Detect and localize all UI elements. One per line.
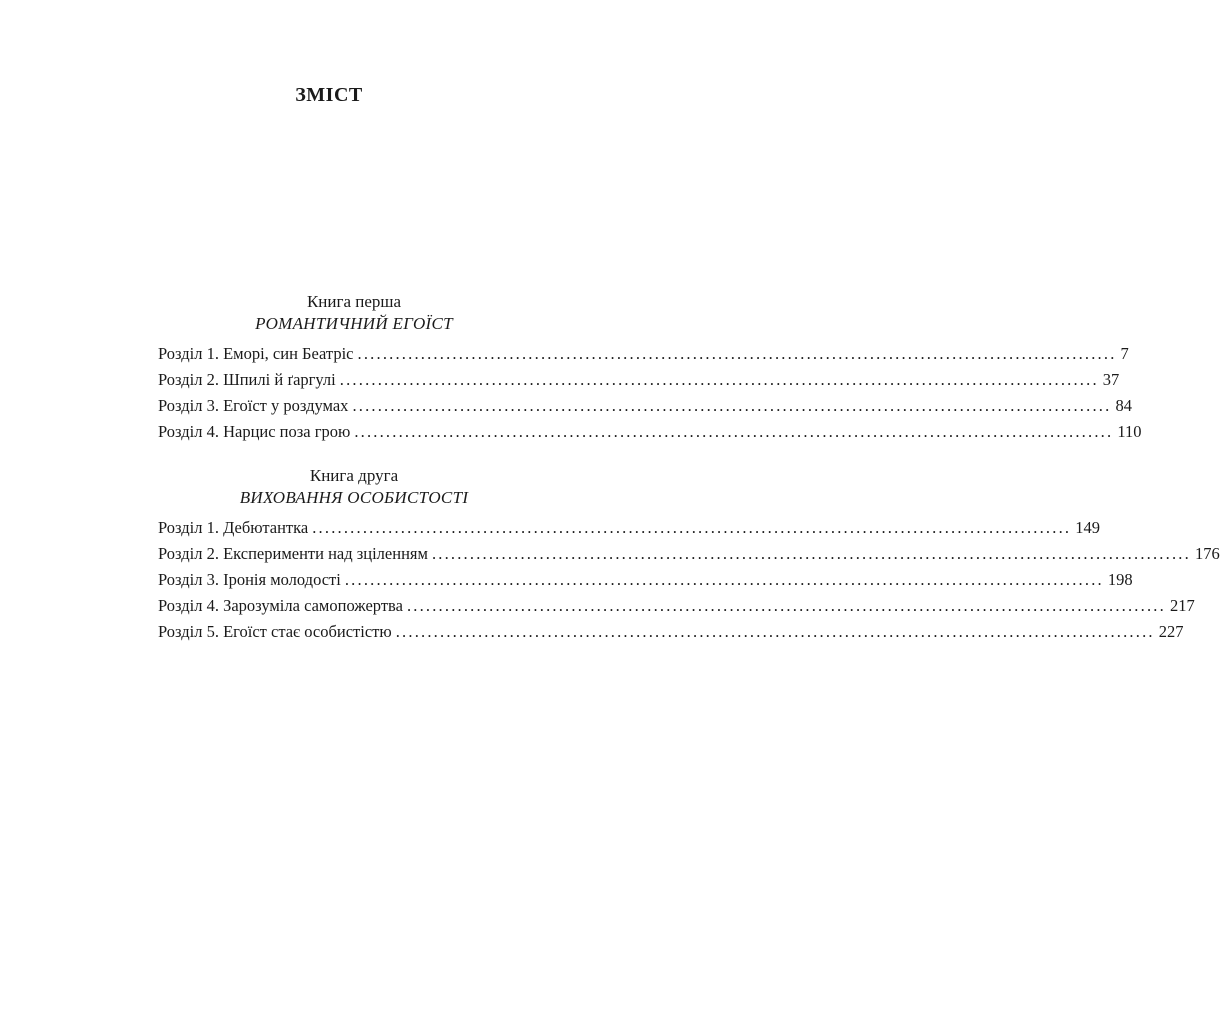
page-number: 198 [1107,570,1133,589]
toc-entry [158,515,1100,541]
page-number: 7 [1120,344,1129,363]
chapter-title: Розділ 5. Егоїст стає особистістю [158,622,392,641]
page-title: ЗМІСТ [295,84,363,106]
chapter-title: Розділ 1. Дебютантка [158,518,309,537]
dot-leader: ........................................................................................................................ [312,518,1072,537]
dot-leader: ........................................................................................................................ [339,370,1099,389]
dot-leader: ........................................................................................................................ [352,396,1112,415]
chapter-title: Розділ 4. Нарцис поза грою [158,422,351,441]
page-number: 217 [1169,596,1195,615]
book-label: Книга друга [309,466,399,485]
book-section-2 [158,465,1220,645]
chapter-title: Розділ 4. Зарозуміла самопожертва [158,596,403,615]
dot-leader: ........................................................................................................................ [395,622,1155,641]
toc-entry [158,341,1129,367]
page-number: 37 [1102,370,1120,389]
book-section-1 [158,291,1142,445]
page-number: 110 [1117,422,1142,441]
page-number: 176 [1194,544,1220,563]
chapter-title: Розділ 3. Іронія молодості [158,570,341,589]
toc-list [158,515,1220,645]
book-subtitle: РОМАНТИЧНИЙ ЕГОЇСТ [255,314,453,333]
dot-leader: ........................................................................................................................ [344,570,1104,589]
toc-list [158,341,1142,445]
page-number: 227 [1158,622,1184,641]
dot-leader: ........................................................................................................................ [431,544,1191,563]
toc-entry [158,393,1132,419]
chapter-title: Розділ 2. Шпилі й ґаргулі [158,370,336,389]
dot-leader: ........................................................................................................................ [357,344,1117,363]
chapter-title: Розділ 1. Еморі, син Беатріс [158,344,354,363]
chapter-title: Розділ 2. Експерименти над зціленням [158,544,428,563]
chapter-title: Розділ 3. Егоїст у роздумах [158,396,349,415]
toc-entry [158,593,1195,619]
toc-entry [158,541,1220,567]
dot-leader: ........................................................................................................................ [354,422,1114,441]
toc-entry [158,419,1142,445]
book-subtitle: ВИХОВАННЯ ОСОБИСТОСТІ [239,488,469,507]
toc-entry [158,367,1120,393]
toc-entry [158,567,1133,593]
dot-leader: ........................................................................................................................ [406,596,1166,615]
toc-entry [158,619,1184,645]
page-number: 149 [1075,518,1100,537]
book-label: Книга перша [306,292,402,311]
page-number: 84 [1115,396,1132,415]
